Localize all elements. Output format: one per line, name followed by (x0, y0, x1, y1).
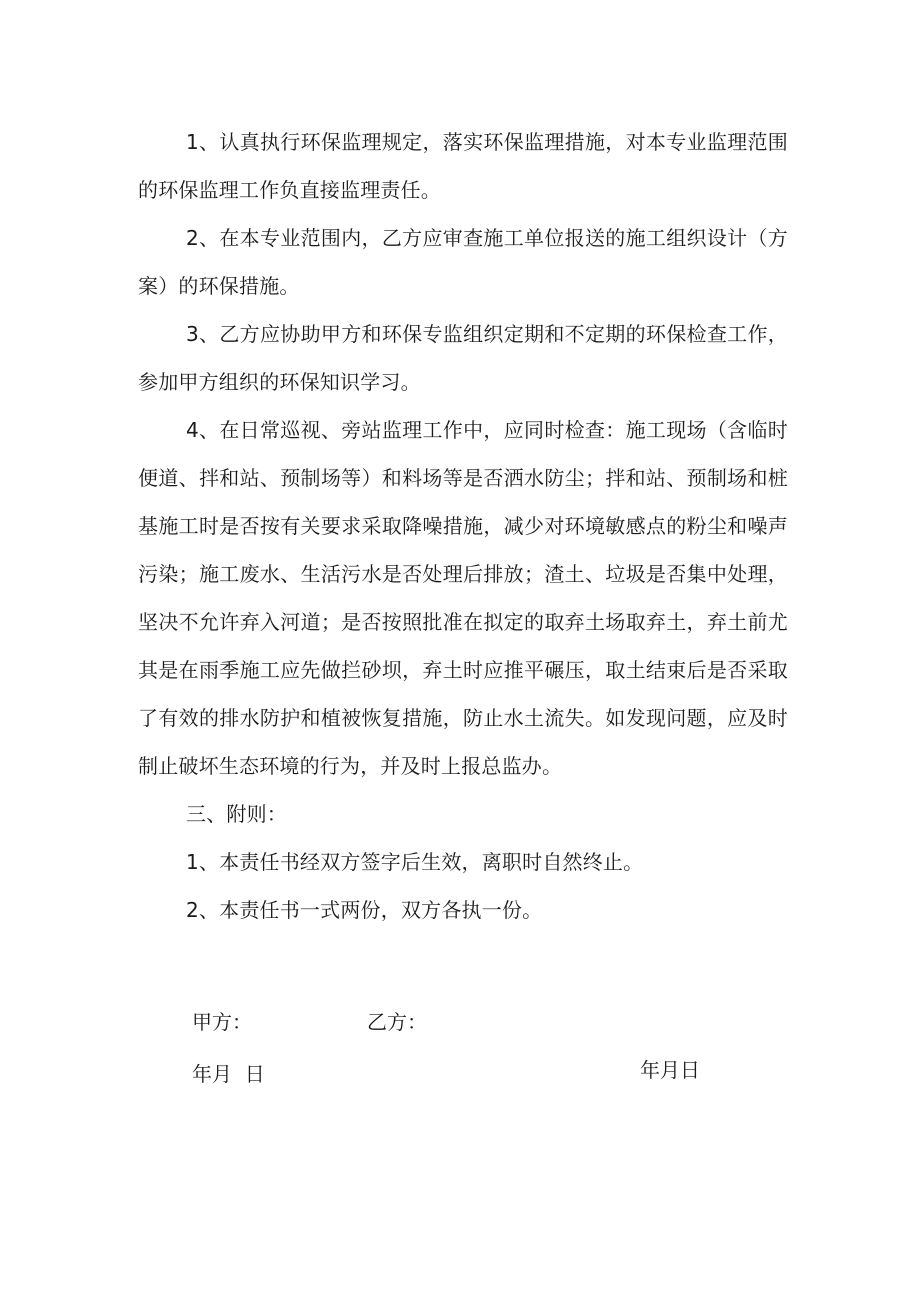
clause-1: 1、认真执行环保监理规定，落实环保监理措施，对本专业监理范围的环保监理工作负直接监理责任。 (138, 130, 788, 202)
clause-4: 4、在日常巡视、旁站监理工作中，应同时检查：施工现场（含临时便道、拌和站、预制场等）和料场等是否洒水防尘；拌和站、预制场和桩基施工时是否按有关要求采取降噪措施，减少对环境敏感点的粉尘和噪声污染；施工废水、生活污水是否处理后排放；渣土、垃圾是否集中处理，坚决不允许弃入河道；是否按照批准在拟定的取弃土场取弃土，弃土前尤其是在雨季施工应先做拦砂坝，弃土时应推平碾压，取土结束后是否采取了有效的排水防护和植被恢复措施，防止水土流失。如发现问题，应及时制止破坏生态环境的行为，并及时上报总监办。 (138, 418, 788, 778)
rule-2: 2、本责任书一式两份，双方各执一份。 (186, 898, 543, 922)
rule-1: 1、本责任书经双方签字后生效，离职时自然终止。 (186, 850, 644, 874)
party-b-label: 乙方： (367, 1010, 427, 1034)
party-a-label: 甲方： (192, 1010, 252, 1034)
clause-2: 2、在本专业范围内，乙方应审查施工单位报送的施工组织设计（方案）的环保措施。 (138, 226, 788, 298)
party-b-date: 年月日 (640, 1058, 700, 1082)
clause-3: 3、乙方应协助甲方和环保专监组织定期和不定期的环保检查工作，参加甲方组织的环保知识学习。 (138, 322, 788, 394)
section-heading: 三、附则： (186, 802, 287, 826)
party-a-date: 年月 日 (192, 1062, 265, 1086)
